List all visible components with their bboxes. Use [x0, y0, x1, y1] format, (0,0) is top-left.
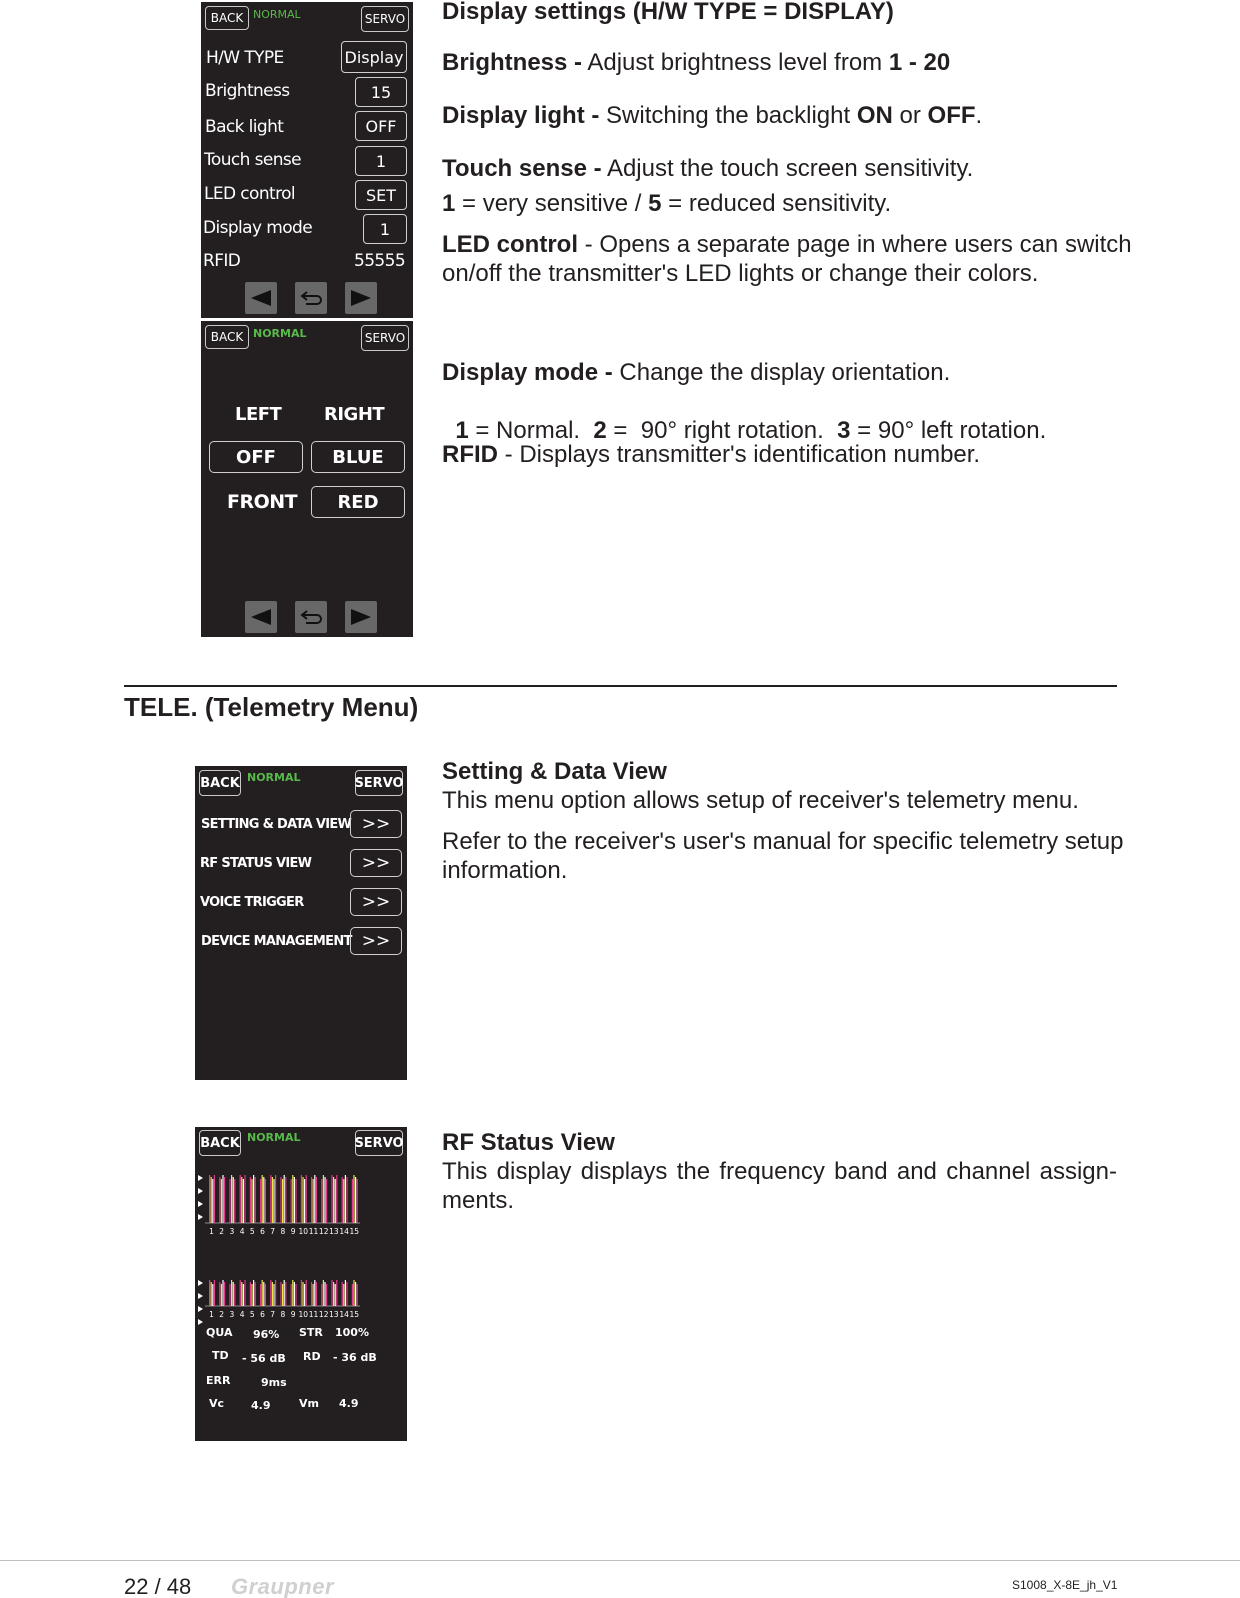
brand-logo: Graupner — [231, 1574, 335, 1598]
brightness-range: 1 - 20 — [888, 49, 951, 76]
refer-manual-text-1: Refer to the receiver's user's manual for specific telemetry setup — [442, 828, 1124, 855]
rf-graph2-tick-3: 3 — [229, 1310, 235, 1319]
rf-graph1-bar-8 — [280, 1177, 281, 1223]
return-button[interactable] — [295, 601, 327, 633]
rf-graph2-tick-9: 9 — [290, 1310, 296, 1319]
rfid-value: 55555 — [354, 251, 406, 271]
voice-trigger-label: VOICE TRIGGER — [200, 895, 304, 910]
brightness-value[interactable]: 15 — [355, 77, 407, 107]
display-mode-text: Change the display orientation. — [612, 359, 951, 386]
rf-graph1-bar-6 — [265, 1179, 266, 1223]
backlight-value[interactable]: OFF — [355, 111, 407, 141]
rf-graph2-bar-14 — [346, 1282, 347, 1306]
rf-graph2-marker — [198, 1319, 203, 1325]
rf-graph2-bar-12 — [324, 1282, 325, 1306]
rf-graph2-bar-11 — [313, 1284, 314, 1306]
rf-graph1-tick-7: 7 — [270, 1227, 276, 1236]
rf-graph1-bar-13 — [333, 1177, 334, 1223]
display-light-desc — [442, 101, 982, 130]
rf-graph1-tick-1: 1 — [209, 1227, 214, 1236]
prev-page-button[interactable] — [245, 282, 277, 314]
touch-sense-text: Adjust the touch screen sensitivity. — [601, 155, 974, 182]
vc-value: 4.9 — [251, 1399, 271, 1412]
setting-data-view-button[interactable]: >> — [350, 810, 402, 838]
rf-graph1-bar-13 — [336, 1175, 337, 1223]
back-button[interactable]: BACK — [199, 1130, 241, 1156]
rf-graph2-bar-9 — [294, 1282, 295, 1306]
rd-value: - 36 dB — [333, 1351, 377, 1364]
mode-indicator: NORMAL — [247, 771, 301, 784]
rf-graph2-bar-2 — [219, 1282, 220, 1306]
left-arrow-icon — [249, 288, 273, 308]
rf-graph2-tick-7: 7 — [270, 1310, 276, 1319]
rf-graph1-marker — [198, 1175, 203, 1181]
vc-label: Vc — [209, 1397, 225, 1410]
section-divider — [124, 685, 1117, 687]
rf-graph2-bar-2 — [222, 1280, 223, 1306]
return-icon — [299, 607, 323, 627]
servo-button[interactable]: SERVO — [355, 770, 403, 796]
rf-graph1-bar-12 — [324, 1177, 325, 1223]
touch-1-text: = very sensitive / — [455, 190, 649, 217]
rf-graph2-bar-12 — [321, 1284, 322, 1306]
rf-graph2-bar-15 — [355, 1282, 356, 1306]
right-arrow-icon — [349, 607, 373, 627]
rf-graph2-bar-6 — [262, 1280, 263, 1306]
rf-graph1-tick-10: 10 — [298, 1227, 309, 1236]
rf-graph2-bar-14 — [342, 1282, 343, 1306]
rf-graph1-bar-3 — [229, 1179, 230, 1223]
td-value: - 56 dB — [242, 1352, 286, 1365]
rf-graph1-tick-3: 3 — [229, 1227, 235, 1236]
rf-graph2-bar-9 — [292, 1280, 293, 1306]
voice-trigger-button[interactable]: >> — [350, 888, 402, 916]
brightness-term: Brightness - — [442, 49, 583, 76]
rf-graph2-bar-9 — [291, 1284, 292, 1306]
rf-graph2-bar-14 — [345, 1280, 346, 1306]
rf-graph1-bar-3 — [234, 1179, 235, 1223]
rf-status-view-title: RF Status View — [442, 1129, 615, 1156]
rf-graph1-tick-12: 12 — [318, 1227, 329, 1236]
qua-value: 96% — [253, 1328, 280, 1341]
rf-graph1-bar-14 — [342, 1177, 343, 1223]
rf-graph2-tick-12: 12 — [318, 1310, 329, 1319]
rf-graph1-bar-7 — [272, 1177, 273, 1223]
right-led-value[interactable]: BLUE — [311, 441, 405, 473]
left-led-value[interactable]: OFF — [209, 441, 303, 473]
rf-graph2-marker — [198, 1306, 203, 1312]
err-value: 9ms — [261, 1376, 287, 1389]
display-light-term: Display light - — [442, 102, 600, 129]
rf-graph1-bar-1 — [209, 1175, 210, 1223]
rf-graph2-tick-5: 5 — [249, 1310, 255, 1319]
servo-button[interactable]: SERVO — [361, 325, 409, 351]
led-control-desc-2: on/off the transmitter's LED lights or change their colors. — [442, 260, 1039, 287]
rf-graph2-bar-14 — [343, 1284, 344, 1306]
rf-graph2-bar-8 — [284, 1280, 285, 1306]
rf-status-screen — [195, 1127, 407, 1441]
rd-label: RD — [303, 1350, 321, 1363]
rf-graph2-bar-4 — [244, 1280, 245, 1306]
rf-graph1-bar-11 — [311, 1177, 312, 1223]
led-control-label: LED control — [204, 184, 296, 204]
display-mode-value[interactable]: 1 — [363, 214, 407, 244]
right-led-label: RIGHT — [324, 404, 385, 425]
rf-graph1-bar-4 — [240, 1175, 241, 1223]
rf-status-view-desc-1: This display displays the frequency band and channel assign- — [442, 1158, 1117, 1185]
rf-graph2-marker — [198, 1280, 203, 1286]
servo-button[interactable]: SERVO — [361, 6, 409, 32]
rf-graph2-bar-13 — [333, 1282, 334, 1306]
brightness-text: Adjust brightness level from — [582, 49, 889, 76]
dm-3-text: = 90° left rotation. — [850, 417, 1047, 444]
brightness-label: Brightness — [205, 81, 290, 101]
rf-graph2-bar-6 — [265, 1284, 266, 1306]
device-management-label: DEVICE MANAGEMENT — [201, 934, 352, 949]
rf-graph1-bar-11 — [313, 1179, 314, 1223]
rf-graph1-bar-7 — [270, 1175, 271, 1223]
rf-graph2-bar-10 — [306, 1280, 307, 1306]
back-button[interactable]: BACK — [205, 6, 249, 30]
rf-status-view-desc-2: ments. — [442, 1187, 515, 1214]
brightness-desc — [442, 48, 950, 77]
rf-graph2-bar-6 — [260, 1284, 261, 1306]
rf-graph2-tick-1: 1 — [209, 1310, 214, 1319]
dm-2-text: = 90° right rotation. — [606, 417, 838, 444]
rf-graph2-bar-11 — [316, 1282, 317, 1306]
rf-graph1-bar-9 — [295, 1179, 296, 1223]
rf-graph1-bar-11 — [314, 1175, 315, 1223]
rf-graph1-bar-15 — [352, 1179, 353, 1223]
str-label: STR — [299, 1326, 323, 1339]
rf-graph1-bar-14 — [346, 1177, 347, 1223]
rf-graph1-bar-12 — [321, 1179, 322, 1223]
qua-label: QUA — [206, 1326, 233, 1339]
rf-graph2-bar-13 — [335, 1284, 336, 1306]
rf-graph2-tick-10: 10 — [298, 1310, 309, 1319]
rf-graph2-bar-5 — [251, 1284, 252, 1306]
hw-type-label: H/W TYPE — [206, 48, 284, 68]
rf-graph1-tick-6: 6 — [260, 1227, 265, 1236]
rf-graph2-tick-15: 15 — [349, 1310, 360, 1319]
rf-graph2-bar-4 — [243, 1284, 244, 1306]
rf-graph1-tick-5: 5 — [249, 1227, 255, 1236]
rf-graph2-bar-15 — [352, 1284, 353, 1306]
rf-graph2-bar-12 — [323, 1280, 324, 1306]
rfid-desc — [442, 440, 980, 469]
rf-channel-chart — [195, 1163, 407, 1333]
rf-graph1-bar-15 — [353, 1175, 354, 1223]
rf-graph1-bar-8 — [282, 1179, 283, 1223]
telemetry-menu-screen — [195, 766, 407, 1080]
vm-value: 4.9 — [339, 1397, 359, 1410]
rf-graph1-bar-14 — [343, 1179, 344, 1223]
display-mode-term: Display mode - — [442, 359, 613, 386]
rf-graph1-bar-14 — [345, 1175, 346, 1223]
rf-graph2-bar-3 — [231, 1280, 232, 1306]
rf-graph1-bar-6 — [263, 1177, 264, 1223]
next-page-button[interactable] — [345, 601, 377, 633]
dm-3: 3 — [837, 417, 851, 444]
rf-graph1-tick-2: 2 — [219, 1227, 225, 1236]
touch-5-text: = reduced sensitivity. — [661, 190, 892, 217]
front-led-label: FRONT — [227, 491, 298, 513]
touch-sense-label: Touch sense — [204, 150, 302, 170]
rf-graph2-bar-5 — [250, 1282, 251, 1306]
rf-graph1-bar-13 — [335, 1179, 336, 1223]
rf-graph1-bar-2 — [221, 1179, 222, 1223]
led-control-set-button[interactable]: SET — [355, 180, 407, 210]
rf-graph1-bar-11 — [316, 1177, 317, 1223]
return-icon — [299, 288, 323, 308]
led-control-term: LED control — [442, 231, 578, 258]
rf-graph2-bar-6 — [263, 1282, 264, 1306]
rf-graph2-bar-13 — [331, 1280, 332, 1306]
rf-graph2-bar-8 — [282, 1284, 283, 1306]
rfid-label: RFID — [203, 251, 241, 271]
rf-graph1-bar-1 — [211, 1177, 212, 1223]
touch-sense-desc — [442, 154, 973, 183]
rf-graph2-bar-10 — [302, 1282, 303, 1306]
rf-graph1-tick-13: 13 — [329, 1227, 339, 1236]
rf-graph1-bar-2 — [224, 1177, 225, 1223]
rf-graph2-bar-5 — [255, 1282, 256, 1306]
right-arrow-icon — [349, 288, 373, 308]
rf-graph2-bar-1 — [214, 1280, 215, 1306]
dm-1-text: = Normal. — [468, 417, 594, 444]
rf-graph2-bar-3 — [233, 1282, 234, 1306]
off-text: OFF — [927, 102, 976, 129]
rf-graph2-bar-12 — [326, 1284, 327, 1306]
rf-graph2-tick-13: 13 — [329, 1310, 339, 1319]
or-text: or — [892, 102, 928, 129]
rf-graph2-tick-14: 14 — [339, 1310, 349, 1319]
rf-graph1-bar-13 — [331, 1175, 332, 1223]
touch-5: 5 — [648, 190, 662, 217]
front-led-value[interactable]: RED — [311, 486, 405, 518]
rf-graph1-bar-4 — [243, 1179, 244, 1223]
rf-graph1-bar-9 — [294, 1177, 295, 1223]
rf-graph1-bar-5 — [255, 1177, 256, 1223]
rf-graph2-bar-7 — [272, 1282, 273, 1306]
setting-data-view-desc: This menu option allows setup of receiver's telemetry menu. — [442, 787, 1079, 814]
td-label: TD — [212, 1349, 229, 1362]
rf-graph2-bar-3 — [234, 1284, 235, 1306]
rf-graph1-bar-4 — [244, 1175, 245, 1223]
display-mode-options — [442, 387, 1046, 445]
rf-graph2-bar-10 — [301, 1280, 302, 1306]
rf-graph2-bar-11 — [311, 1282, 312, 1306]
rf-graph1-marker — [198, 1201, 203, 1207]
rf-graph1-bar-15 — [357, 1179, 358, 1223]
rf-graph1-bar-4 — [241, 1177, 242, 1223]
left-led-label: LEFT — [235, 404, 282, 425]
rf-graph1-tick-14: 14 — [339, 1227, 349, 1236]
rfid-term: RFID — [442, 441, 498, 468]
dm-1: 1 — [455, 417, 469, 444]
rf-graph1-tick-8: 8 — [280, 1227, 286, 1236]
rf-graph1-bar-6 — [260, 1179, 261, 1223]
rf-graph2-bar-3 — [229, 1284, 230, 1306]
rf-graph2-bar-10 — [304, 1284, 305, 1306]
rf-graph2-tick-11: 11 — [308, 1310, 319, 1319]
rf-graph2-bar-5 — [253, 1280, 254, 1306]
rf-graph2-bar-15 — [353, 1280, 354, 1306]
mode-indicator: NORMAL — [253, 8, 301, 21]
rf-graph2-bar-1 — [212, 1284, 213, 1306]
rf-graph1-bar-3 — [231, 1175, 232, 1223]
rf-graph2-bar-2 — [224, 1282, 225, 1306]
rf-status-view-label: RF STATUS VIEW — [200, 856, 312, 871]
rf-graph1-bar-8 — [285, 1177, 286, 1223]
page-number: 22 / 48 — [124, 1574, 192, 1598]
rf-graph1-bar-10 — [302, 1177, 303, 1223]
prev-page-button[interactable] — [245, 601, 277, 633]
rf-graph2-bar-2 — [221, 1284, 222, 1306]
rf-graph2-bar-4 — [241, 1282, 242, 1306]
rf-graph1-bar-12 — [326, 1179, 327, 1223]
tele-heading: TELE. (Telemetry Menu) — [124, 692, 419, 722]
refer-manual-text-2: information. — [442, 857, 568, 884]
rf-graph2-tick-4: 4 — [239, 1310, 245, 1319]
rf-graph1-bar-2 — [219, 1177, 220, 1223]
footer-divider — [0, 1560, 1240, 1561]
next-page-button[interactable] — [345, 282, 377, 314]
left-arrow-icon — [249, 607, 273, 627]
rf-graph1-bar-15 — [355, 1177, 356, 1223]
vm-label: Vm — [299, 1397, 319, 1410]
rf-graph1-bar-2 — [222, 1175, 223, 1223]
on-text: ON — [856, 102, 893, 129]
rf-graph2-bar-11 — [314, 1280, 315, 1306]
led-control-screen — [201, 321, 413, 637]
rf-graph2-bar-7 — [273, 1284, 274, 1306]
str-value: 100% — [335, 1326, 369, 1339]
rf-graph2-bar-7 — [270, 1280, 271, 1306]
servo-button[interactable]: SERVO — [355, 1130, 403, 1156]
rf-graph2-marker — [198, 1293, 203, 1299]
period-text: . — [975, 102, 983, 129]
rf-graph2-tick-2: 2 — [219, 1310, 225, 1319]
led-control-text-1: - Opens a separate page in where users can switch — [578, 231, 1132, 258]
rf-graph2-bar-15 — [357, 1284, 358, 1306]
rf-graph1-bar-1 — [214, 1175, 215, 1223]
rf-graph1-bar-12 — [323, 1175, 324, 1223]
rf-graph1-bar-6 — [262, 1175, 263, 1223]
rf-graph1-bar-7 — [273, 1179, 274, 1223]
rf-graph2-bar-1 — [211, 1282, 212, 1306]
display-light-text: Switching the backlight — [599, 102, 857, 129]
rf-graph1-bar-3 — [233, 1177, 234, 1223]
rf-graph1-bar-10 — [304, 1179, 305, 1223]
back-button[interactable]: BACK — [205, 325, 249, 349]
rf-graph1-tick-15: 15 — [349, 1227, 360, 1236]
rf-graph1-bar-8 — [284, 1175, 285, 1223]
hw-type-value[interactable]: Display — [341, 41, 407, 73]
mode-indicator: NORMAL — [247, 1131, 301, 1144]
touch-sense-value[interactable]: 1 — [355, 146, 407, 176]
rf-graph2-bar-8 — [285, 1282, 286, 1306]
rf-graph1-bar-9 — [292, 1175, 293, 1223]
rf-graph2-tick-6: 6 — [260, 1310, 265, 1319]
touch-sense-term: Touch sense - — [442, 155, 602, 182]
mode-indicator: NORMAL — [253, 327, 307, 340]
led-control-desc — [442, 230, 1132, 259]
rf-graph1-bar-7 — [275, 1175, 276, 1223]
rf-graph2-bar-4 — [240, 1280, 241, 1306]
rf-graph1-tick-11: 11 — [308, 1227, 319, 1236]
rf-graph1-bar-5 — [253, 1175, 254, 1223]
rf-graph1-bar-1 — [212, 1179, 213, 1223]
rf-graph2-bar-8 — [280, 1282, 281, 1306]
touch-sense-scale — [442, 189, 891, 218]
rf-graph1-bar-5 — [250, 1177, 251, 1223]
document-id: S1008_X-8E_jh_V1 — [1012, 1578, 1118, 1592]
display-settings-title: Display settings (H/W TYPE = DISPLAY) — [442, 0, 894, 25]
setting-data-view-label: SETTING & DATA VIEW — [201, 817, 352, 832]
return-button[interactable] — [295, 282, 327, 314]
rf-graph1-bar-10 — [301, 1175, 302, 1223]
rf-graph1-bar-9 — [291, 1179, 292, 1223]
rf-graph2-bar-7 — [275, 1280, 276, 1306]
touch-1: 1 — [442, 190, 456, 217]
err-label: ERR — [206, 1374, 231, 1387]
rf-graph2-bar-1 — [209, 1280, 210, 1306]
rf-graph1-tick-9: 9 — [290, 1227, 296, 1236]
display-settings-screen — [201, 2, 413, 318]
display-mode-label: Display mode — [203, 218, 313, 238]
rf-graph1-bar-10 — [306, 1175, 307, 1223]
rf-graph1-tick-4: 4 — [239, 1227, 245, 1236]
rf-graph1-marker — [198, 1188, 203, 1194]
backlight-label: Back light — [205, 117, 284, 137]
rf-graph2-bar-9 — [295, 1284, 296, 1306]
rfid-text: - Displays transmitter's identification number. — [498, 441, 981, 468]
dm-2: 2 — [593, 417, 607, 444]
display-mode-desc — [442, 358, 950, 387]
back-button[interactable]: BACK — [199, 770, 241, 796]
rf-status-view-button[interactable]: >> — [350, 849, 402, 877]
rf-graph2-tick-8: 8 — [280, 1310, 286, 1319]
rf-graph1-bar-5 — [251, 1179, 252, 1223]
setting-data-view-title: Setting & Data View — [442, 758, 667, 785]
rf-graph2-bar-13 — [336, 1280, 337, 1306]
rf-graph1-marker — [198, 1214, 203, 1220]
device-management-button[interactable]: >> — [350, 927, 402, 955]
